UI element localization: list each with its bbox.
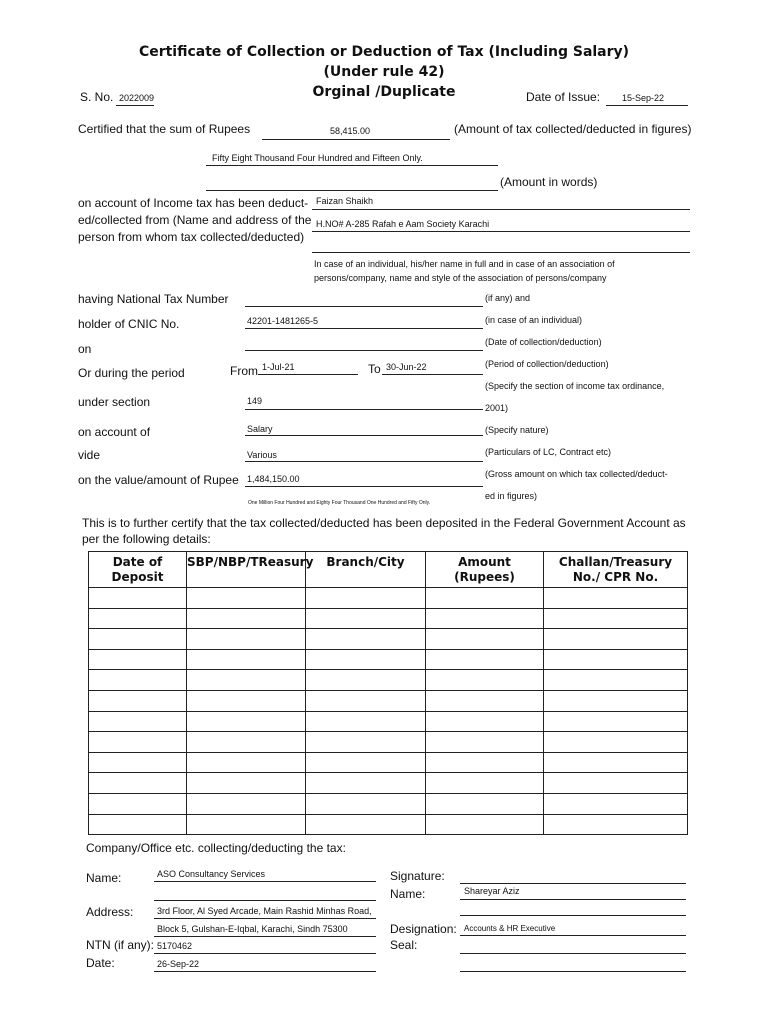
table-cell	[544, 670, 688, 691]
table-cell	[544, 608, 688, 629]
table-cell	[187, 711, 306, 732]
table-cell	[306, 629, 426, 650]
table-cell	[426, 588, 544, 609]
seal-label: Seal:	[390, 938, 418, 952]
table-row	[89, 608, 688, 629]
table-cell	[187, 752, 306, 773]
period-from-value: 1-Jul-21	[262, 362, 295, 372]
table-row	[89, 649, 688, 670]
table-cell	[187, 588, 306, 609]
serial-number-value: 2022009	[119, 93, 155, 103]
company-address-label: Address:	[86, 905, 134, 919]
period-to-label: To	[368, 362, 381, 376]
document-subtitle-rule: (Under rule 42)	[323, 64, 445, 80]
period-from-label: From	[230, 364, 258, 378]
cnic-note: (in case of an individual)	[485, 315, 583, 325]
deposit-table-header	[89, 552, 688, 588]
table-cell	[426, 629, 544, 650]
serial-number-label: S. No.	[80, 90, 114, 104]
signatory-name-value: Shareyar Aziz	[464, 886, 520, 896]
amount-words-value: Fifty Eight Thousand Four Hundred and Fifteen Only.	[212, 153, 423, 163]
payer-label-line1: on account of Income tax has been deduct-	[78, 196, 309, 210]
table-cell	[544, 690, 688, 711]
table-cell	[426, 732, 544, 753]
cnic-value: 42201-1481265-5	[247, 316, 319, 326]
designation-label: Designation:	[390, 922, 457, 936]
ntn-label: having National Tax Number	[78, 292, 229, 306]
period-to-value: 30-Jun-22	[386, 362, 427, 372]
table-cell	[89, 649, 187, 670]
table-row	[89, 690, 688, 711]
table-cell	[544, 588, 688, 609]
col-branch-city: Branch/City	[306, 552, 426, 588]
table-cell	[544, 732, 688, 753]
account-value: Salary	[247, 424, 273, 434]
section-note-line2: 2001)	[485, 403, 509, 413]
period-note: (Period of collection/deduction)	[485, 359, 609, 369]
table-cell	[306, 649, 426, 670]
account-label: on account of	[78, 425, 151, 439]
table-cell	[187, 793, 306, 814]
on-date-note: (Date of collection/deduction)	[485, 337, 602, 347]
document-title: Certificate of Collection or Deduction of Tax (Including Salary)	[138, 44, 630, 60]
col-amount: Amount (Rupees)	[426, 552, 544, 588]
payer-label-line3: person from whom tax collected/deducted)	[78, 230, 305, 244]
company-date-label: Date:	[86, 956, 115, 970]
company-name-value: ASO Consultancy Services	[157, 869, 266, 879]
payer-label-line2: ed/collected from (Name and address of the	[78, 213, 312, 227]
table-cell	[426, 670, 544, 691]
table-cell	[306, 793, 426, 814]
table-cell	[426, 711, 544, 732]
amount-figures-note: (Amount of tax collected/deducted in figures)	[454, 122, 692, 136]
table-row	[89, 588, 688, 609]
signature-label: Signature:	[390, 869, 445, 883]
section-note-line1: (Specify the section of income tax ordinance,	[485, 381, 665, 391]
table-cell	[89, 608, 187, 629]
company-address-line1: 3rd Floor, Al Syed Arcade, Main Rashid Minhas Road,	[157, 906, 372, 916]
value-note-line2: ed in figures)	[485, 491, 538, 501]
table-cell	[187, 732, 306, 753]
amount-words-note: (Amount in words)	[500, 175, 598, 189]
table-cell	[306, 773, 426, 794]
table-cell	[306, 690, 426, 711]
col-date-of-deposit: Date of Deposit	[89, 552, 187, 588]
table-cell	[89, 752, 187, 773]
table-row	[89, 629, 688, 650]
table-cell	[187, 773, 306, 794]
value-amount-words: One Million Four Hundred and Eighty Four Thousand One Hundred and Fifty Only.	[248, 500, 431, 506]
deposit-table-body	[89, 588, 688, 835]
payer-note-line2: persons/company, name and style of the association of persons/company	[314, 273, 607, 283]
company-heading: Company/Office etc. collecting/deducting the tax:	[86, 841, 346, 855]
payer-note-line1: In case of an individual, his/her name in full and in case of an association of	[314, 259, 615, 269]
value-amount-value: 1,484,150.00	[247, 474, 300, 484]
table-cell	[187, 690, 306, 711]
table-cell	[306, 670, 426, 691]
table-cell	[426, 793, 544, 814]
table-cell	[187, 814, 306, 835]
table-cell	[306, 732, 426, 753]
table-cell	[89, 773, 187, 794]
table-cell	[544, 752, 688, 773]
table-cell	[89, 732, 187, 753]
table-cell	[187, 608, 306, 629]
table-cell	[89, 711, 187, 732]
table-cell	[89, 793, 187, 814]
table-row	[89, 814, 688, 835]
deposit-intro-line1: This is to further certify that the tax collected/deducted has been deposited in the Federal Government Account as	[82, 516, 686, 530]
payer-name-value: Faizan Shaikh	[316, 196, 374, 206]
cnic-label: holder of CNIC No.	[78, 317, 180, 331]
table-cell	[306, 814, 426, 835]
table-cell	[187, 670, 306, 691]
table-row	[89, 773, 688, 794]
table-cell	[544, 814, 688, 835]
table-row	[89, 670, 688, 691]
document-copy-type: Orginal /Duplicate	[312, 84, 456, 100]
vide-note: (Particulars of LC, Contract etc)	[485, 447, 612, 457]
payer-address-value: H.NO# A-285 Rafah e Aam Society Karachi	[316, 219, 490, 229]
col-challan-number: Challan/Treasury No./ CPR No.	[544, 552, 688, 588]
table-cell	[89, 814, 187, 835]
section-value: 149	[247, 396, 263, 406]
vide-value: Various	[247, 450, 277, 460]
table-cell	[306, 608, 426, 629]
table-row	[89, 711, 688, 732]
table-cell	[426, 608, 544, 629]
table-cell	[544, 649, 688, 670]
company-ntn-label: NTN (if any):	[86, 938, 155, 952]
certified-sum-label: Certified that the sum of Rupees	[78, 122, 251, 136]
company-ntn-value: 5170462	[157, 941, 193, 951]
company-address-line2: Block 5, Gulshan-E-Iqbal, Karachi, Sindh 75300	[157, 924, 348, 934]
date-of-issue-label: Date of Issue:	[526, 90, 601, 104]
table-cell	[89, 690, 187, 711]
section-label: under section	[78, 395, 151, 409]
table-row	[89, 793, 688, 814]
table-cell	[306, 588, 426, 609]
designation-value: Accounts & HR Executive	[464, 924, 556, 933]
table-cell	[544, 629, 688, 650]
date-of-issue-value: 15-Sep-22	[622, 93, 665, 103]
deposit-table	[88, 551, 688, 835]
company-date-value: 26-Sep-22	[157, 959, 200, 969]
table-cell	[426, 814, 544, 835]
table-cell	[544, 793, 688, 814]
period-label: Or during the period	[78, 366, 185, 380]
ntn-note: (if any) and	[485, 293, 531, 303]
table-cell	[426, 649, 544, 670]
table-cell	[89, 588, 187, 609]
table-row	[89, 752, 688, 773]
table-cell	[426, 690, 544, 711]
table-cell	[89, 670, 187, 691]
deposit-intro-line2: per the following details:	[82, 532, 211, 546]
on-date-label: on	[78, 342, 92, 356]
table-cell	[306, 752, 426, 773]
value-amount-label: on the value/amount of Rupee	[78, 473, 239, 487]
table-cell	[426, 752, 544, 773]
table-cell	[426, 773, 544, 794]
table-cell	[187, 649, 306, 670]
table-cell	[187, 629, 306, 650]
col-bank: SBP/NBP/TReasury	[187, 552, 306, 588]
table-cell	[89, 629, 187, 650]
table-cell	[544, 773, 688, 794]
table-row	[89, 732, 688, 753]
table-cell	[306, 711, 426, 732]
amount-figures-value: 58,415.00	[330, 126, 371, 136]
account-note: (Specify nature)	[485, 425, 549, 435]
signatory-name-label: Name:	[390, 887, 426, 901]
value-note-line1: (Gross amount on which tax collected/deduct-	[485, 469, 668, 479]
company-name-label: Name:	[86, 871, 122, 885]
vide-label: vide	[78, 448, 101, 462]
table-cell	[544, 711, 688, 732]
